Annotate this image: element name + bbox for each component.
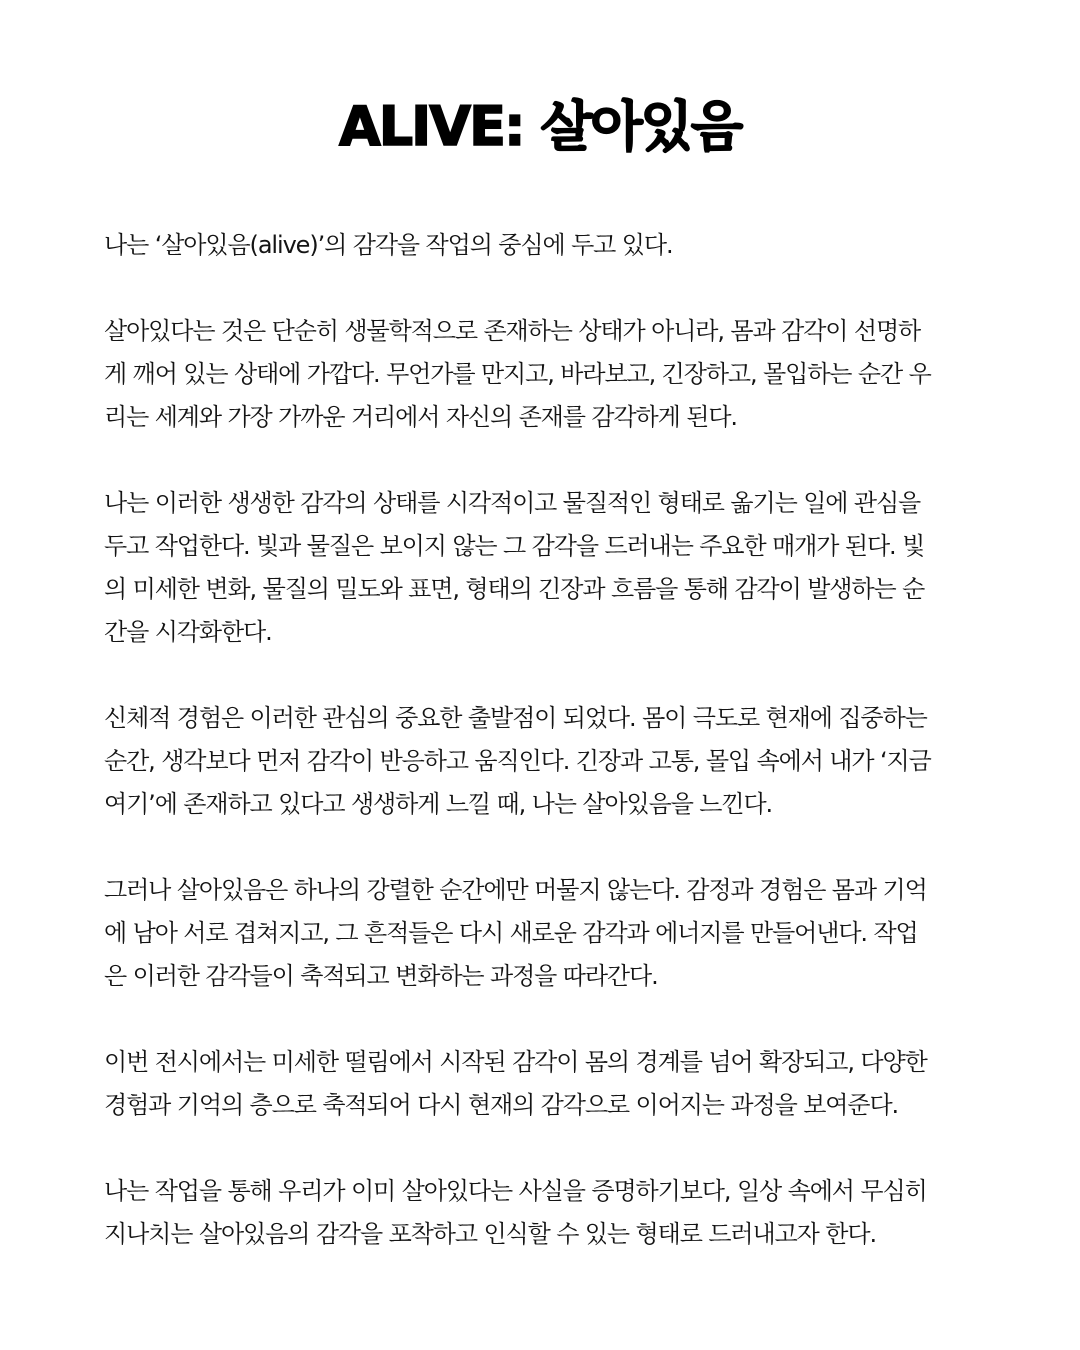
text-line: 나는 이러한 생생한 감각의 상태를 시각적이고 물질적인 형태로 옮기는 일에 관심을: [104, 489, 921, 517]
text-line: 두고 작업한다. 빛과 물질은 보이지 않는 그 감각을 드러내는 주요한 매개가 된다. 빛: [104, 532, 925, 560]
paragraph: [104, 697, 980, 826]
text-line: 지나치는 살아있음의 감각을 포착하고 인식할 수 있는 형태로 드러내고자 한다.: [104, 1220, 876, 1248]
text-line: 간을 시각화한다.: [104, 618, 272, 646]
paragraph: [104, 224, 980, 267]
paragraph: [104, 1170, 980, 1256]
paragraph: [104, 482, 980, 654]
text-line: 살아있다는 것은 단순히 생물학적으로 존재하는 상태가 아니라, 몸과 감각이 선명하: [104, 317, 921, 345]
body-text: [104, 224, 980, 1256]
text-line: 게 깨어 있는 상태에 가깝다. 무언가를 만지고, 바라보고, 긴장하고, 몰입하는 순간 우: [104, 360, 931, 388]
text-line: 나는 작업을 통해 우리가 이미 살아있다는 사실을 증명하기보다, 일상 속에서 무심히: [104, 1177, 927, 1205]
text-line: 의 미세한 변화, 물질의 밀도와 표면, 형태의 긴장과 흐름을 통해 감각이 발생하는 순: [104, 575, 925, 603]
paragraph: [104, 310, 980, 439]
text-line: 순간, 생각보다 먼저 감각이 반응하고 움직인다. 긴장과 고통, 몰입 속에서 내가 ‘지금: [104, 747, 931, 775]
text-line: 에 남아 서로 겹쳐지고, 그 흔적들은 다시 새로운 감각과 에너지를 만들어낸다. 작업: [104, 919, 918, 947]
text-line: 이번 전시에서는 미세한 떨림에서 시작된 감각이 몸의 경계를 넘어 확장되고, 다양한: [104, 1048, 927, 1076]
text-line: 그러나 살아있음은 하나의 강렬한 순간에만 머물지 않는다. 감정과 경험은 몸과 기억: [104, 876, 927, 904]
page-title: ALIVE: 살아있음: [338, 95, 742, 158]
text-line: 리는 세계와 가장 가까운 거리에서 자신의 존재를 감각하게 된다.: [104, 403, 737, 431]
text-line: 경험과 기억의 층으로 축적되어 다시 현재의 감각으로 이어지는 과정을 보여준다.: [104, 1091, 899, 1119]
text-line: 여기’에 존재하고 있다고 생생하게 느낄 때, 나는 살아있음을 느낀다.: [104, 790, 773, 818]
text-line: 신체적 경험은 이러한 관심의 중요한 출발점이 되었다. 몸이 극도로 현재에 집중하는: [104, 704, 927, 732]
text-line: 은 이러한 감각들이 축적되고 변화하는 과정을 따라간다.: [104, 962, 658, 990]
paragraph: [104, 1041, 980, 1127]
text-line: 나는 ‘살아있음(alive)’의 감각을 작업의 중심에 두고 있다.: [104, 231, 673, 259]
paragraph: [104, 869, 980, 998]
